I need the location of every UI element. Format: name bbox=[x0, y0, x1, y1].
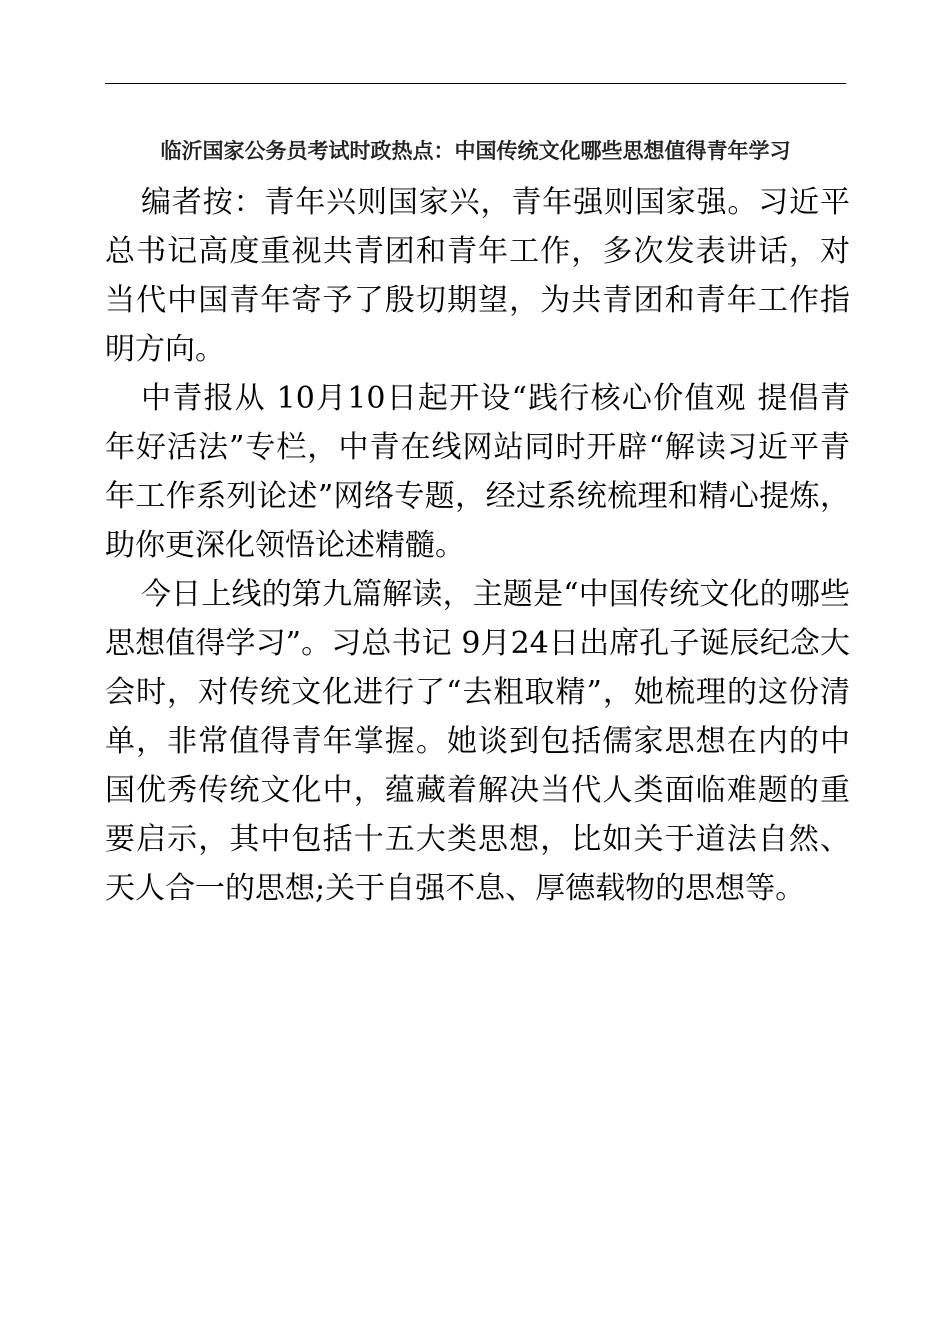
paragraph-editor-note: 编者按：青年兴则国家兴，青年强则国家强。习近平总书记高度重视共青团和青年工作，多次发表讲话，对当代中国青年寄予了殷切期望，为共青团和青年工作指明方向。 bbox=[105, 185, 850, 367]
header-rule bbox=[105, 83, 846, 84]
document-body bbox=[105, 178, 850, 913]
document-title: 临沂国家公务员考试时政热点：中国传统文化哪些思想值得青年学习 bbox=[160, 139, 791, 163]
paragraph-ninth-reading: 今日上线的第九篇解读，主题是“中国传统文化的哪些思想值得学习”。习总书记 9月24日出席孔子诞辰纪念大会时，对传统文化进行了“去粗取精”，她梳理的这份清单，非常值得青年掌握。她谈到包括儒家思想在内的中国优秀传统文化中，蕴藏着解决当代人类面临难题的重要启示，其中包括十五大类思想，比如关于道法自然、天人合一的思想;关于自强不息、厚德载物的思想等。 bbox=[105, 577, 850, 906]
paragraph-column-intro: 中青报从 10月10日起开设“践行核心价值观 提倡青年好活法”专栏，中青在线网站同时开辟“解读习近平青年工作系列论述”网络专题，经过系统梳理和精心提炼，助你更深化领悟论述精髓。 bbox=[105, 381, 850, 563]
